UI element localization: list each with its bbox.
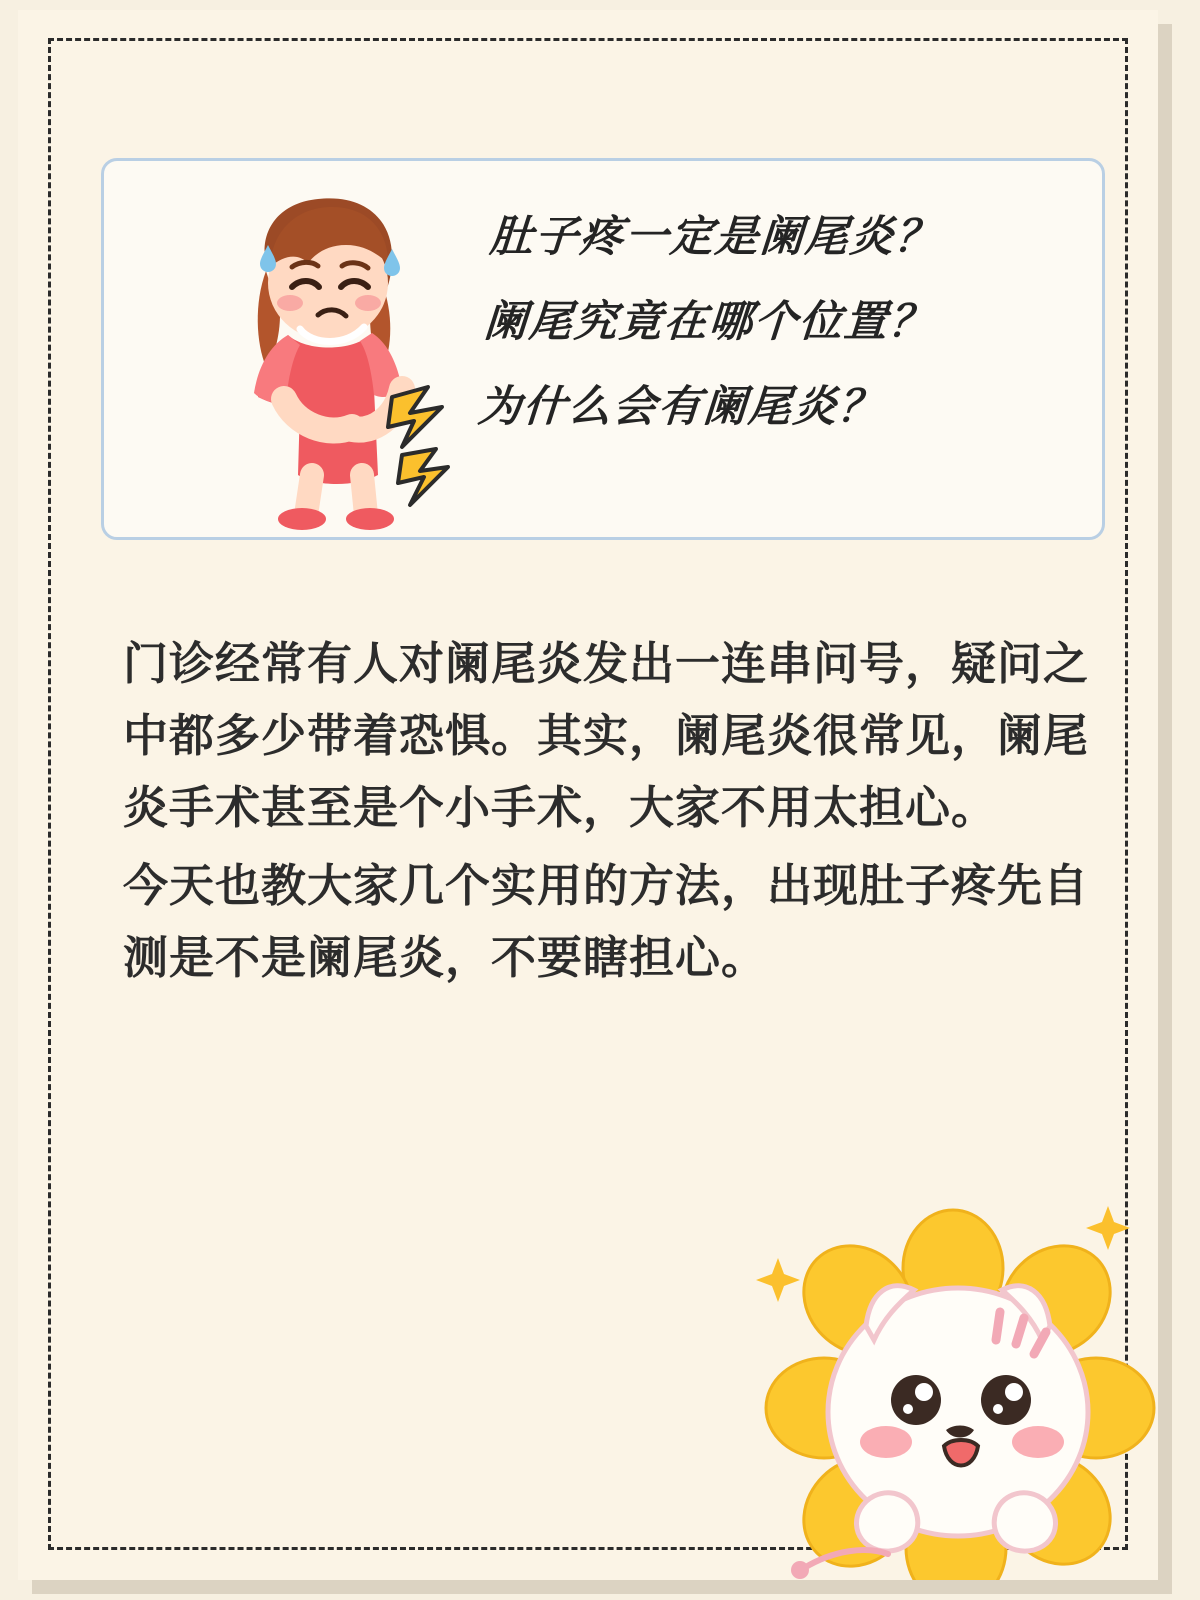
sunflower-cat-mascot-illustration [738,1150,1158,1580]
girl-with-stomach-ache-illustration [196,175,466,530]
poster-heading: 肚子疼一定是阑尾炎？ 阑尾究竟在哪个位置？ 为什么会有阑尾炎？ [476,212,942,432]
title-card [101,158,1105,540]
body-paragraph-1: 门诊经常有人对阑尾炎发出一连串问号，疑问之中都多少带着恐惧。其实，阑尾炎很常见，阑尾炎手术甚至是个小手术，大家不用太担心。 [123,637,1090,834]
body-paragraph-2: 今天也教大家几个实用的方法，出现肚子疼先自测是不是阑尾炎，不要瞎担心。 [123,859,1090,984]
body-text-block [123,628,1098,994]
paper-sheet [18,10,1158,1580]
